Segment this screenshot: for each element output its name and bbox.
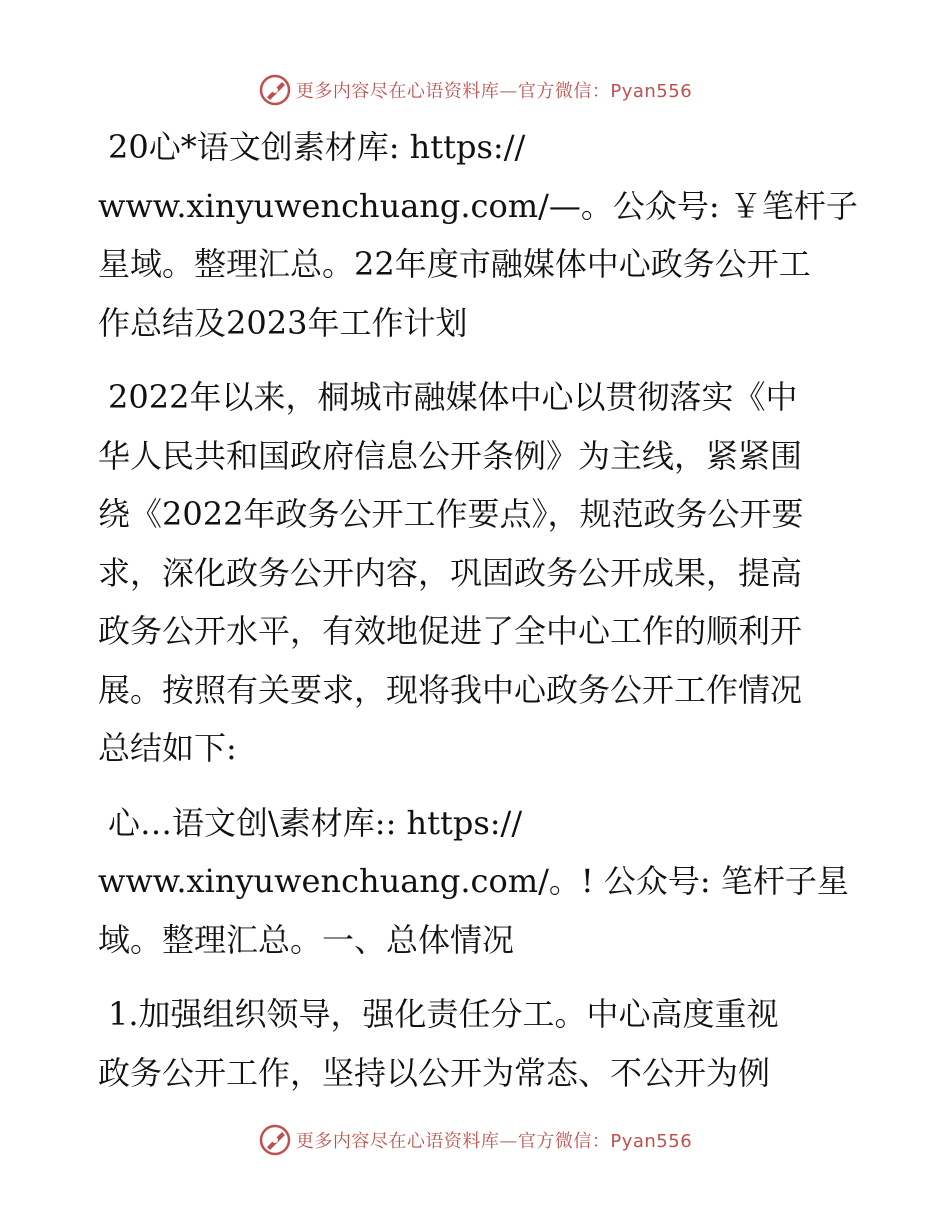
footer-watermark-banner xyxy=(0,1120,950,1160)
text-line: 政务公开水平，有效地促进了全中心工作的顺利开 xyxy=(98,612,803,650)
text-line: 总结如下: xyxy=(98,729,237,767)
pen-circle-logo-icon xyxy=(258,73,292,107)
text-line: 求，深化政务公开内容，巩固政务公开成果，提高 xyxy=(98,553,803,592)
watermark-text: 更多内容尽在心语资料库—官方微信：Pyan556 xyxy=(295,1131,693,1152)
text-line: 星域。整理汇总。22年度市融媒体中心政务公开工 xyxy=(98,245,811,283)
pen-circle-logo-icon xyxy=(258,1123,292,1157)
text-line: www.xinyuwenchuang.com/—。公众号: ￥笔杆子 xyxy=(98,186,858,225)
text-line: 域。整理汇总。一、总体情况 xyxy=(98,920,515,959)
text-line: 2022年以来，桐城市融媒体中心以贯彻落实《中 xyxy=(108,378,798,416)
text-line: 作总结及2023年工作计划 xyxy=(98,303,468,342)
text-line: www.xinyuwenchuang.com/。! 公众号: 笔杆子星 xyxy=(98,862,849,900)
text-line: 20心*语文创素材库: https:// xyxy=(108,128,526,166)
paragraph-3 xyxy=(98,794,858,970)
text-line: 政务公开工作，坚持以公开为常态、不公开为例 xyxy=(98,1053,771,1092)
text-line: 1.加强组织领导，强化责任分工。中心高度重视 xyxy=(108,995,779,1033)
header-watermark-banner xyxy=(0,70,950,110)
paragraph-4 xyxy=(98,985,858,1102)
text-line: 展。按照有关要求，现将我中心政务公开工作情况 xyxy=(98,670,803,709)
text-line: 绕《2022年政务公开工作要点》，规范政务公开要 xyxy=(98,495,804,533)
document-body xyxy=(98,118,858,1118)
text-line: 华人民共和国政府信息公开条例》为主线，紧紧围 xyxy=(98,436,803,475)
paragraph-1 xyxy=(98,118,858,352)
paragraph-2 xyxy=(98,368,858,778)
text-line: 心…语文创\素材库:: https:// xyxy=(108,803,523,842)
watermark-text: 更多内容尽在心语资料库—官方微信：Pyan556 xyxy=(295,81,693,102)
